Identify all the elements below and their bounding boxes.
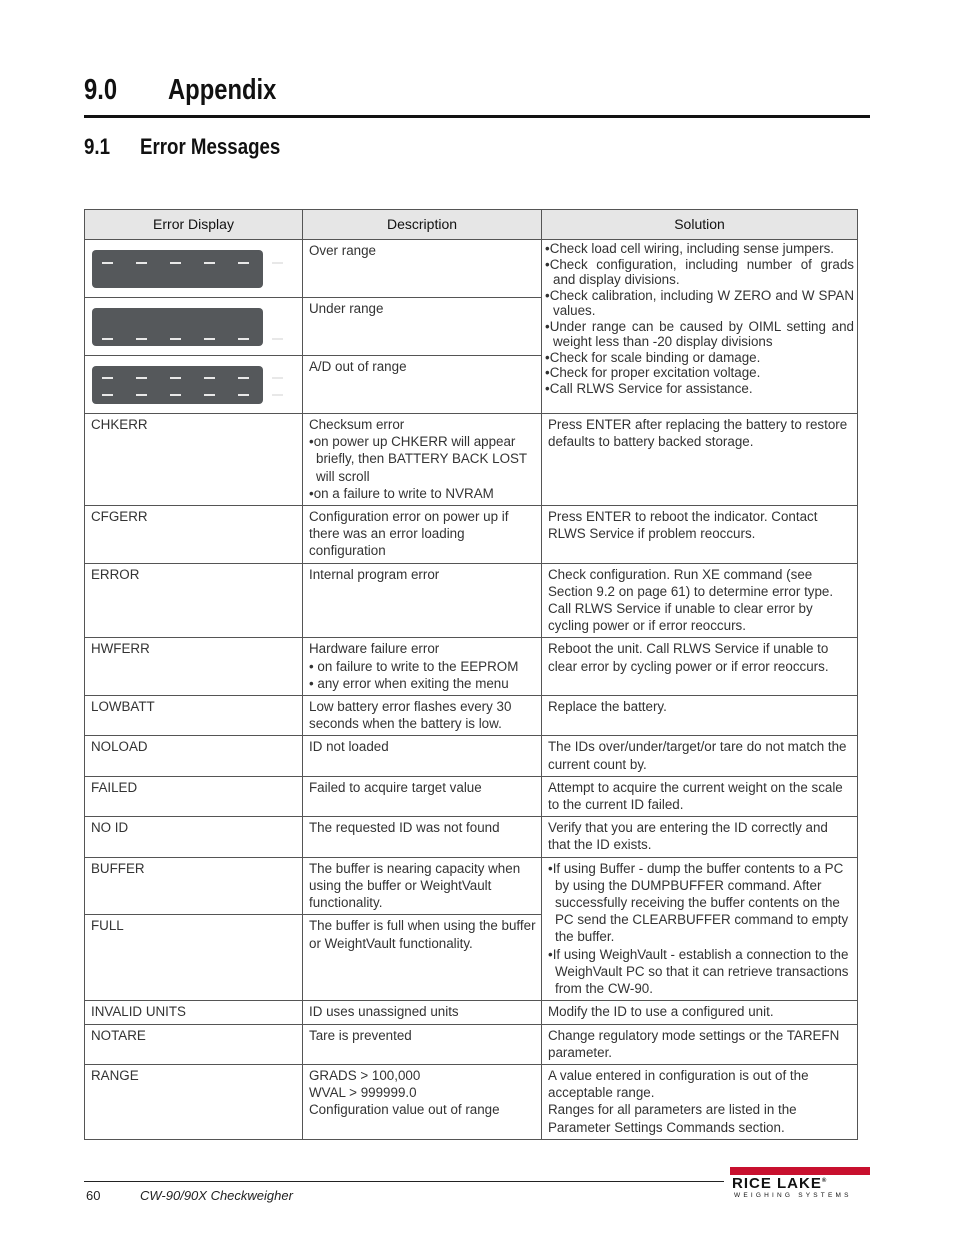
description-cell — [303, 1001, 542, 1024]
chapter-number: 9.0 — [84, 74, 118, 106]
lcd-segment — [238, 338, 249, 340]
error-code-cell: NO ID — [85, 817, 303, 857]
solution-cell — [542, 240, 858, 414]
lcd-segment — [102, 377, 113, 379]
section-number: 9.1 — [84, 134, 111, 159]
cell-line: Ranges for all parameters are listed in the Parameter Settings Commands section. — [548, 1102, 797, 1135]
header-error-display: Error Display — [85, 210, 303, 240]
lcd-segment — [102, 338, 113, 340]
description-cell — [303, 696, 542, 736]
table-row — [85, 1024, 858, 1064]
cell-line: Configuration error on power up if there was an error loading configuration — [309, 509, 509, 559]
solution-cell — [542, 1064, 858, 1139]
lcd-segment — [170, 377, 181, 379]
cell-line: •Check for scale binding or damage. — [545, 349, 761, 365]
lcd-segment — [204, 377, 215, 379]
table-row — [85, 638, 858, 696]
cell-line: Verify that you are entering the ID correctly and that the ID exists. — [548, 820, 828, 853]
chapter-title: Appendix — [168, 74, 277, 106]
section-title: Error Messages — [140, 134, 281, 159]
lcd-segment — [204, 262, 215, 264]
cell-line: Attempt to acquire the current weight on the scale to the current ID failed. — [548, 779, 843, 813]
cell-line: •Check for proper excitation voltage. — [545, 365, 761, 380]
table-header-row — [85, 210, 858, 240]
error-code-cell: NOTARE — [85, 1024, 303, 1064]
solution-cell — [542, 857, 858, 1001]
cell-line: Replace the battery. — [548, 699, 667, 715]
solution-cell — [542, 736, 858, 776]
logo-wordmark: RICE LAKE® — [732, 1175, 828, 1192]
cell-line: Hardware failure error — [309, 641, 440, 657]
cell-line: Low battery error flashes every 30 seconds when the battery is low. — [309, 699, 512, 732]
error-code-cell: NOLOAD — [85, 736, 303, 776]
lcd-segment — [238, 377, 249, 379]
footer-rule — [84, 1181, 724, 1182]
cell-line: Change regulatory mode settings or the TAREFN parameter. — [548, 1027, 840, 1060]
table-row — [85, 414, 858, 506]
description-cell — [303, 817, 542, 857]
error-display-cell — [85, 356, 303, 414]
table-row — [85, 506, 858, 564]
table-row — [85, 1001, 858, 1024]
chapter-heading — [84, 72, 870, 118]
cell-line: Checksum error — [309, 417, 405, 432]
error-code-cell: ERROR — [85, 563, 303, 638]
cell-line: • any error when exiting the menu — [309, 675, 509, 691]
cell-line: A value entered in configuration is out of the acceptable range. — [548, 1067, 809, 1101]
cell-line: •Check calibration, including W ZERO and W SPAN values. — [545, 287, 854, 318]
description-cell — [303, 736, 542, 776]
lcd-segment — [136, 377, 147, 379]
cell-line: GRADS > 100,000 — [309, 1067, 421, 1083]
cell-line: • on failure to write to the EEPROM — [309, 658, 519, 674]
cell-line: Reboot the unit. Call RLWS Service if unable to clear error by cycling power or if error reoccurs. — [548, 641, 829, 674]
solution-cell — [542, 563, 858, 638]
cell-line: Failed to acquire target value — [309, 779, 482, 795]
error-messages-table — [84, 209, 858, 1140]
page-number: 60 — [86, 1188, 101, 1203]
cell-line: WVAL > 999999.0 — [309, 1085, 417, 1101]
cell-line: Tare is prevented — [309, 1027, 412, 1043]
error-code-cell: CFGERR — [85, 506, 303, 564]
cell-line: Check configuration. Run XE command (see Section 9.2 on page 61) to determine error type. Call RLWS Service if unable to clear error by cycling power or if error reoccurs. — [548, 566, 834, 634]
lcd-segment — [238, 394, 249, 396]
cell-line: Internal program error — [309, 566, 440, 582]
solution-cell — [542, 506, 858, 564]
cell-line: The IDs over/under/target/or tare do not match the current count by. — [548, 739, 847, 772]
table-body — [85, 240, 858, 1140]
solution-cell — [542, 817, 858, 857]
description-cell — [303, 776, 542, 816]
error-code-cell: RANGE — [85, 1064, 303, 1139]
lcd-segment — [204, 394, 215, 396]
cell-line: •Check load cell wiring, including sense jumpers. — [545, 241, 835, 256]
cell-line: Configuration value out of range — [309, 1102, 500, 1118]
description-cell: The buffer is nearing capacity when using the buffer or WeightVault functionality. — [303, 857, 542, 915]
lcd-segment — [170, 262, 181, 264]
lcd-dashes-top-icon — [92, 250, 263, 288]
description-cell — [303, 506, 542, 564]
table-row — [85, 696, 858, 736]
error-code-cell: LOWBATT — [85, 696, 303, 736]
cell-line: Modify the ID to use a configured unit. — [548, 1004, 774, 1020]
solution-cell — [542, 1024, 858, 1064]
cell-line: •If using Buffer - dump the buffer contents to a PC by using the DUMPBUFFER command. After successfully receiving the buffer contents on the PC send the CLEARBUFFER command to empty the buffer. — [548, 860, 849, 945]
header-solution: Solution — [542, 210, 858, 240]
cell-line: •Call RLWS Service for assistance. — [545, 380, 753, 396]
lcd-segment — [136, 262, 147, 264]
table-row — [85, 776, 858, 816]
lcd-segment — [102, 262, 113, 264]
cell-line: •on power up CHKERR will appear briefly, then BATTERY BACK LOST will scroll — [309, 434, 527, 484]
lcd-segment — [204, 338, 215, 340]
header-description: Description — [303, 210, 542, 240]
lcd-segment — [136, 394, 147, 396]
description-cell — [303, 414, 542, 506]
error-display-cell — [85, 298, 303, 356]
solution-cell — [542, 776, 858, 816]
document-title: CW-90/90X Checkweigher — [140, 1188, 293, 1203]
lcd-dashes-bottom-icon — [92, 308, 263, 346]
lcd-segment — [170, 394, 181, 396]
error-display-cell — [85, 240, 303, 298]
lcd-segment — [272, 262, 283, 264]
cell-line: •If using WeighVault - establish a connection to the WeighVault PC so that it can retrieve transactions from the CW-90. — [548, 946, 849, 997]
error-code-cell: FULL — [85, 915, 303, 1001]
cell-line: •Check configuration, including number of grads and display divisions. — [545, 256, 854, 287]
solution-cell — [542, 414, 858, 506]
lcd-segment — [102, 394, 113, 396]
table-row — [85, 857, 858, 915]
description-cell — [303, 1064, 542, 1139]
description-cell — [303, 1024, 542, 1064]
description-cell: A/D out of range — [303, 356, 542, 414]
cell-line: ID uses unassigned units — [309, 1004, 459, 1020]
cell-line: •Under range can be caused by OIML setting and weight less than -20 display divisions — [545, 318, 854, 349]
lcd-segment — [136, 338, 147, 340]
cell-line: Press ENTER to reboot the indicator. Contact RLWS Service if problem reoccurs. — [548, 509, 818, 542]
cell-line: •on a failure to write to NVRAM — [309, 485, 494, 501]
solution-cell — [542, 638, 858, 696]
lcd-segment — [272, 338, 283, 340]
table-row — [85, 563, 858, 638]
solution-cell — [542, 1001, 858, 1024]
description-cell: The buffer is full when using the buffer or WeightVault functionality. — [303, 915, 542, 1001]
table-row — [85, 736, 858, 776]
table-row — [85, 817, 858, 857]
logo-subtext: WEIGHING SYSTEMS — [734, 1192, 852, 1199]
lcd-segment — [238, 262, 249, 264]
lcd-segment — [272, 377, 283, 379]
solution-cell — [542, 696, 858, 736]
lcd-segment — [170, 338, 181, 340]
error-code-cell: INVALID UNITS — [85, 1001, 303, 1024]
error-code-cell: HWFERR — [85, 638, 303, 696]
logo-red-bar — [730, 1167, 870, 1175]
error-code-cell: CHKERR — [85, 414, 303, 506]
lcd-segment — [272, 394, 283, 396]
lcd-dashes-both-icon — [92, 366, 263, 404]
cell-line: ID not loaded — [309, 739, 389, 755]
rice-lake-logo — [730, 1167, 870, 1201]
error-code-cell: BUFFER — [85, 857, 303, 915]
description-cell: Over range — [303, 240, 542, 298]
table-row — [85, 1064, 858, 1139]
section-heading — [84, 134, 484, 164]
description-cell: Under range — [303, 298, 542, 356]
error-code-cell: FAILED — [85, 776, 303, 816]
cell-line: The requested ID was not found — [309, 820, 500, 836]
description-cell — [303, 638, 542, 696]
description-cell — [303, 563, 542, 638]
cell-line: Press ENTER after replacing the battery to restore defaults to battery backed storage. — [548, 417, 848, 450]
table-row — [85, 240, 858, 298]
